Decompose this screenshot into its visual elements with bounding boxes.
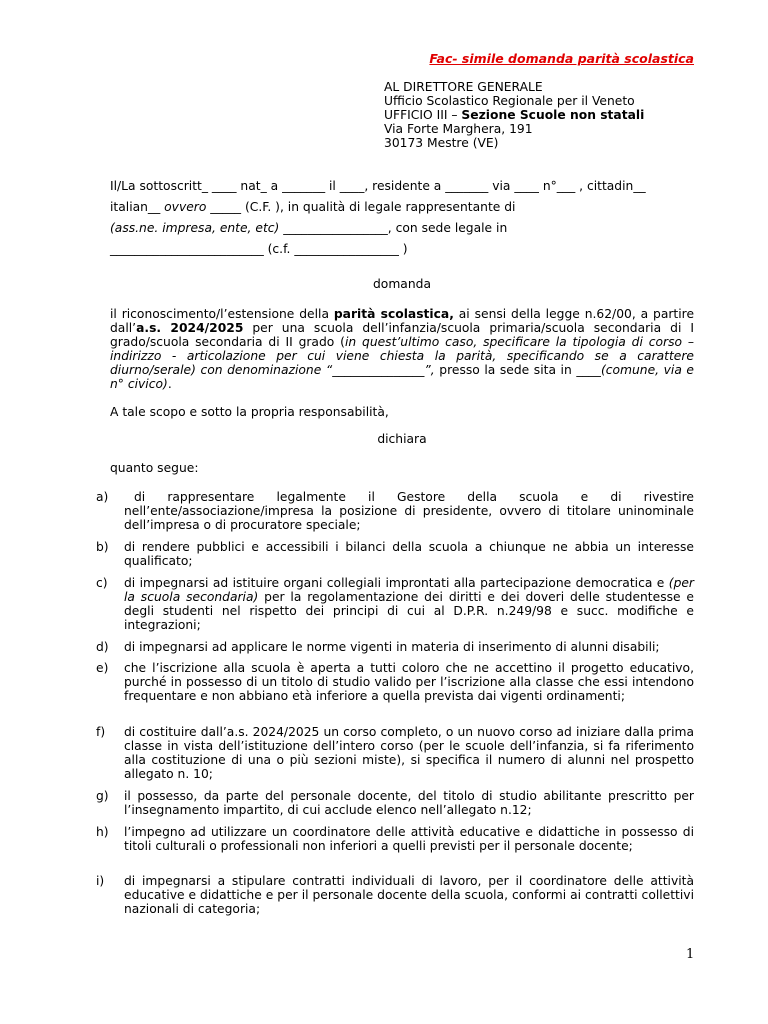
item-text: l’impegno ad utilizzare un coordinatore delle attività educative e didattiche in possesso di titoli culturali o professionali non inferiori a quelli previsti per il personale docente; [124,825,694,853]
item-label: g) [96,789,109,803]
item-text: che l’iscrizione alla scuola è aperta a tutti coloro che ne accettino il progetto educativo, purché in possesso di un titolo di studio valido per l’iscrizione alla classe che essi intendono frequentare e non abbiano età inferiore a quella prevista dai vigenti ordinamenti; [124,661,694,703]
item-text: di impegnarsi ad applicare le norme vigenti in materia di inserimento di alunni disabili; [124,640,660,654]
page-number: 1 [686,947,695,962]
address-line: Ufficio Scolastico Regionale per il Veneto [384,94,635,108]
item-text: di costituire dall’a.s. 2024/2025 un corso completo, o un nuovo corso ad iniziare dalla prima classe in vista dell’istituzione dell’intero corso (per le scuole dell’infanzia, si fa riferimento alla costituzione di una o più sezioni miste), si specifica il numero di alunni nel prospetto allegato n. 10; [124,725,694,781]
intro-line: (ass.ne. impresa, ente, etc) _________________, con sede legale in [110,221,508,235]
item-text: di impegnarsi ad istituire organi collegiali improntati alla partecipazione democratica e (per la scuola secondaria) per la regolamentazione dei diritti e dei doveri delle studentesse e degli studenti nel rispetto dei principi di cui al D.P.R. n.249/98 e succ. modifiche e integrazioni; [124,576,694,632]
address-line: Via Forte Marghera, 191 [384,122,533,136]
item-label: b) [96,540,109,554]
item-label: i) [96,874,105,888]
item-text: di rendere pubblici e accessibili i bilanci della scuola a chiunque ne abbia un interesse qualificato; [124,540,694,568]
item-text: il possesso, da parte del personale docente, del titolo di studio abilitante prescritto per l’insegnamento impartito, di cui acclude elenco nell’allegato n.12; [124,789,694,817]
intro-line: italian__ ovvero _____ (C.F. ), in qualità di legale rappresentante di [110,200,516,214]
item-label: h) [96,825,109,839]
item-text: di impegnarsi a stipulare contratti individuali di lavoro, per il coordinatore delle attività educative e didattiche e per il personale docente della scuola, conformi ai contratti collettivi nazionali di categoria; [124,874,694,916]
item-label: d) [96,640,109,654]
item-label: c) [96,576,108,590]
quanto-segue-text: quanto segue: [110,461,199,475]
section-heading-domanda: domanda [373,277,431,291]
intro-line: _________________________ (c.f. _________________ ) [110,242,408,256]
address-line: AL DIRETTORE GENERALE [384,80,543,94]
section-heading-dichiara: dichiara [377,432,427,446]
intro-line: Il/La sottoscritt_ ____ nat_ a _______ il ____, residente a _______ via ____ n°___ , cittadin__ [110,179,646,193]
item-text: di rappresentare legalmente il Gestore della scuola e di rivestire nell’ente/associazione/impresa la posizione di presidente, ovvero di titolare uninominale dell’impresa o di procuratore speciale; [124,490,694,532]
document-title: Fac- simile domanda parità scolastica [429,51,694,66]
address-line: UFFICIO III – Sezione Scuole non statali [384,108,645,122]
item-label: f) [96,725,106,739]
recipient-address [384,80,714,150]
item-label: a) [96,490,109,504]
request-paragraph: il riconoscimento/l’estensione della parità scolastica, ai sensi della legge n.62/00, a partire dall’a.s. 2024/2025 per una scuola dell’infanzia/scuola primaria/scuola secondaria di I grado/scuola secondaria di II grado (in quest’ultimo caso, specificare la tipologia di corso – indirizzo - articolazione per cui viene chiesta la parità, specificando se a carattere diurno/serale) con denominazione “_______________”, presso la sede sita in ____(comune, via e n° civico). [110,307,695,391]
item-label: e) [96,661,109,675]
scopo-text: A tale scopo e sotto la propria responsabilità, [110,405,389,419]
address-line: 30173 Mestre (VE) [384,136,499,150]
